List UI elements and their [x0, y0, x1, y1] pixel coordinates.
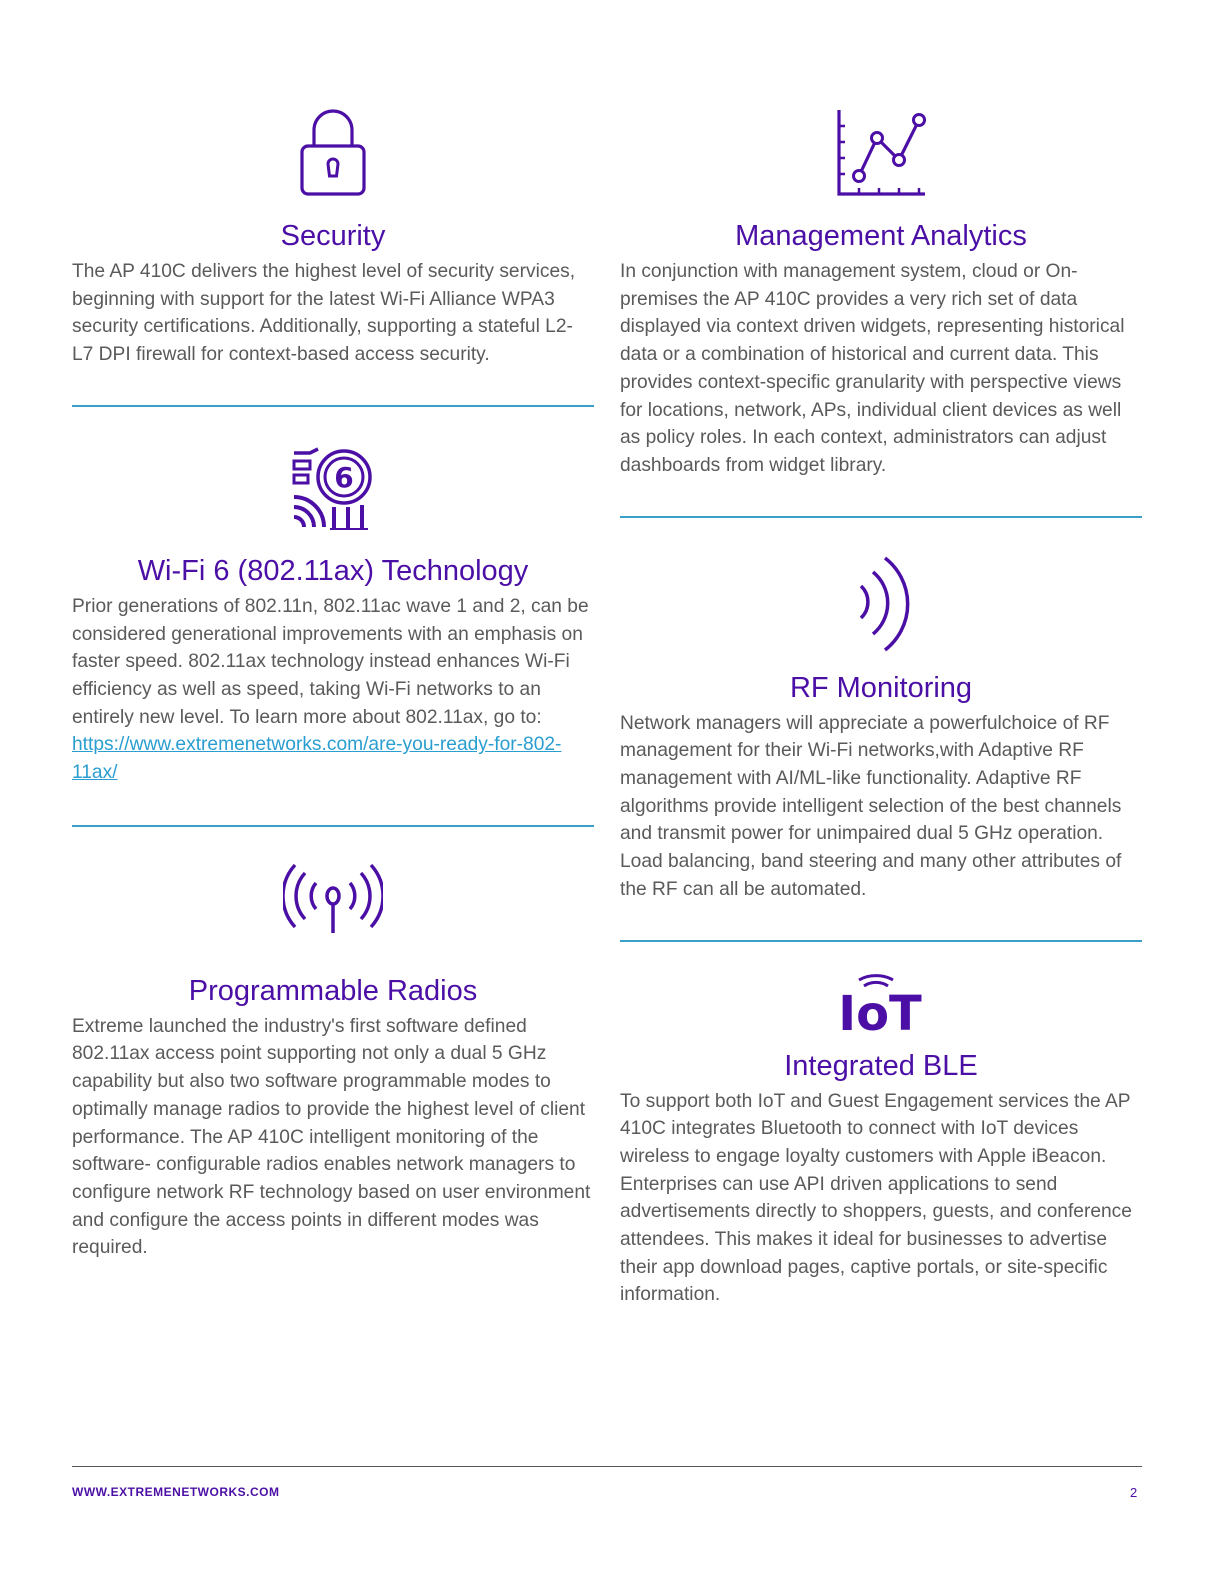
analytics-title: Management Analytics [735, 220, 1027, 252]
wifi6-icon [290, 445, 376, 533]
left-column [72, 100, 594, 1262]
signal-waves-icon [851, 554, 911, 654]
rf-body: Network managers will appreciate a powerfulchoice of RF management for their Wi-Fi networks,with Adaptive RF management with AI/ML-like functionality. Adaptive RF algorithms provide intelligent selection of the best channels and transmit power for unimpaired dual 5 GHz operation. Load balancing, band steering and many other attributes of the RF can all be automated. [620, 712, 1122, 900]
page-number: 2 [1130, 1485, 1138, 1500]
wifi6-body-text: Prior generations of 802.11n, 802.11ac wave 1 and 2, can be considered generational improvements with an emphasis on faster speed. 802.11ax technology instead enhances Wi-Fi efficiency as well as speed, taking Wi-Fi networks to an entirely new level. To learn more about 802.11ax, go to: [72, 595, 589, 728]
analytics-section [620, 100, 1142, 480]
wifi6-title: Wi-Fi 6 (802.11ax) Technology [137, 554, 529, 587]
footer-rule [72, 1466, 1142, 1467]
iot-icon [836, 974, 926, 1034]
rf-icon-wrap [620, 518, 1142, 654]
footer-url[interactable]: WWW.EXTREMENETWORKS.COM [72, 1485, 280, 1499]
security-icon-wrap [72, 100, 594, 198]
ble-section [620, 942, 1142, 1310]
radios-section [72, 827, 594, 1262]
wifi6-section [72, 407, 594, 787]
padlock-icon [298, 106, 368, 198]
rf-title: RF Monitoring [789, 671, 973, 704]
security-body: The AP 410C delivers the highest level of security services, beginning with support for the latest Wi-Fi Alliance WPA3 security certifications. Additionally, supporting a stateful L2-L7 DPI firewall for context-based access security. [72, 261, 576, 366]
security-section [72, 100, 594, 369]
wifi6-link[interactable]: https://www.extremenetworks.com/are-you-ready-for-802-11ax/ [72, 734, 562, 784]
radios-title: Programmable Radios [188, 974, 478, 1007]
analytics-body: In conjunction with management system, cloud or On-premises the AP 410C provides a very rich set of data displayed via context driven widgets, representing historical data or a combination of historical and current data. This provides context-specific granularity with perspective views for locations, network, APs, individual client devices as well as policy roles. In each context, administrators can adjust dashboards from widget library. [620, 261, 1125, 476]
wifi6-icon-label: 6 [334, 460, 354, 494]
wifi6-icon-wrap [72, 407, 594, 533]
analytics-icon-wrap [620, 100, 1142, 198]
ble-body: To support both IoT and Guest Engagement services the AP 410C integrates Bluetooth to connect with IoT devices wireless to engage loyalty customers with Apple iBeacon. Enterprises can use API driven applications to send advertisements directly to shoppers, guests, and conference attendees. This makes it ideal for businesses to advertise their app download pages, captive portals, or site-specific information. [620, 1090, 1132, 1306]
ble-title: Integrated BLE [784, 1049, 978, 1082]
iot-icon-label: IoT [838, 985, 922, 1034]
rf-section [620, 518, 1142, 904]
right-column [620, 100, 1142, 1309]
radios-body: Extreme launched the industry's first software defined 802.11ax access point supporting not only a dual 5 GHz capability but also two software programmable modes to optimally manage radios to provide the highest level of client performance. The AP 410C intelligent monitoring of the software- configurable radios enables network managers to configure network RF technology based on user environment and configure the access points in different modes was required. [72, 1015, 591, 1259]
wifi6-body [72, 593, 594, 787]
antenna-broadcast-icon [283, 861, 383, 933]
radios-icon-wrap [72, 827, 594, 933]
line-chart-icon [835, 108, 927, 198]
security-title: Security [280, 220, 386, 252]
ble-icon-wrap [620, 942, 1142, 1034]
